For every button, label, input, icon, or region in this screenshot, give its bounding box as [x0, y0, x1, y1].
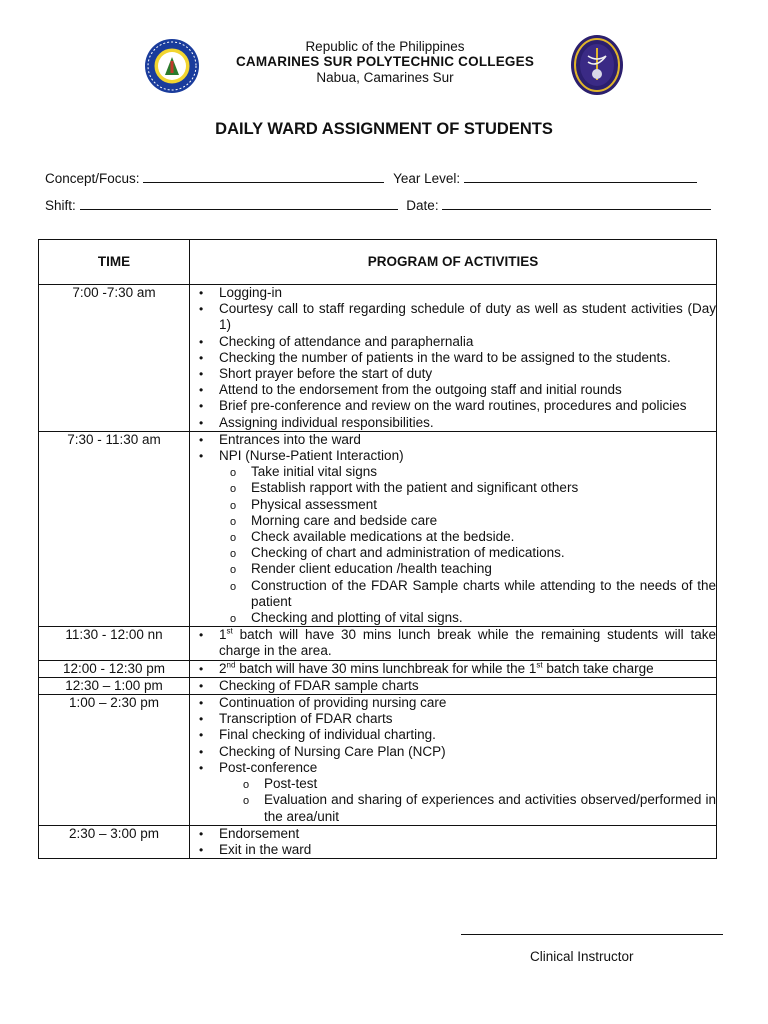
list-item: • Final checking of individual charting. [219, 727, 716, 743]
list-item: • Continuation of providing nursing care [219, 695, 716, 711]
time-cell: 12:30 – 1:00 pm [39, 677, 190, 694]
republic-line: Republic of the Philippines [305, 39, 465, 54]
date-field[interactable] [442, 197, 711, 210]
list-item [219, 661, 716, 677]
table-row [39, 660, 717, 677]
ordinal-suffix: st [536, 660, 543, 670]
sub-list-item: o Post-test [264, 776, 716, 792]
table-row [39, 285, 717, 432]
list-item: • Transcription of FDAR charts [219, 711, 716, 727]
concept-year-row [45, 170, 697, 186]
ordinal-suffix: nd [226, 660, 236, 670]
activities-cell [190, 695, 717, 826]
document-title: DAILY WARD ASSIGNMENT OF STUDENTS [215, 120, 553, 138]
list-item: • Courtesy call to staff regarding schedule of duty as well as student activities (Day 1) [219, 301, 716, 333]
activities-cell [190, 431, 717, 626]
sub-list-item: o Establish rapport with the patient and significant others [251, 480, 716, 496]
time-cell: 11:30 - 12:00 nn [39, 627, 190, 660]
time-cell: 2:30 – 3:00 pm [39, 825, 190, 858]
activities-cell [190, 660, 717, 677]
list-item: • Checking of attendance and paraphernalia [219, 334, 716, 350]
table-row [39, 695, 717, 826]
list-item: • Exit in the ward [219, 842, 716, 858]
college-name: CAMARINES SUR POLYTECHNIC COLLEGES [235, 54, 535, 69]
date-label: Date: [406, 198, 439, 213]
year-level-field[interactable] [464, 170, 697, 183]
sub-list-item: o Render client education /health teaching [251, 561, 716, 577]
time-header: TIME [39, 240, 190, 285]
list-item: • Logging-in [219, 285, 716, 301]
table-row [39, 825, 717, 858]
activities-header: PROGRAM OF ACTIVITIES [190, 240, 717, 285]
sub-list-item: o Checking of chart and administration of medications. [251, 545, 716, 561]
concept-field[interactable] [143, 170, 384, 183]
sub-list-item: o Take initial vital signs [251, 464, 716, 480]
list-item [219, 627, 716, 659]
schedule-table [38, 239, 717, 859]
table-row [39, 431, 717, 626]
shift-date-row [45, 197, 711, 213]
list-item: • Checking of FDAR sample charts [219, 678, 716, 694]
signature-line [461, 934, 723, 935]
table-row [39, 677, 717, 694]
list-item: • Attend to the endorsement from the outgoing staff and initial rounds [219, 382, 716, 398]
table-row [39, 627, 717, 660]
shift-field[interactable] [80, 197, 398, 210]
time-cell: 12:00 - 12:30 pm [39, 660, 190, 677]
list-item-text: Post-conference [219, 759, 318, 775]
list-item: • Checking the number of patients in the ward to be assigned to the students. [219, 350, 716, 366]
list-item: • Short prayer before the start of duty [219, 366, 716, 382]
time-cell: 1:00 – 2:30 pm [39, 695, 190, 826]
concept-label: Concept/Focus: [45, 171, 140, 186]
sub-list-item: o Evaluation and sharing of experiences and activities observed/performed in the area/unit [264, 792, 716, 824]
table-header-row [39, 240, 717, 285]
list-item-text: batch will have 30 mins lunch break while the remaining students will take charge in the area. [219, 627, 716, 659]
list-item [219, 760, 716, 825]
letterhead [0, 34, 768, 104]
signature-label: Clinical Instructor [530, 949, 634, 964]
shift-label: Shift: [45, 198, 76, 213]
list-item-text: batch take charge [546, 660, 654, 676]
list-item: • Assigning individual responsibilities. [219, 415, 716, 431]
list-item: • Entrances into the ward [219, 432, 716, 448]
sub-list-item: o Checking and plotting of vital signs. [251, 610, 716, 626]
list-item [219, 448, 716, 626]
college-location: Nabua, Camarines Sur [316, 70, 454, 85]
batch-number: 2 [219, 660, 227, 676]
list-item: • Endorsement [219, 826, 716, 842]
activities-cell [190, 677, 717, 694]
college-seal-icon [143, 37, 201, 95]
activities-cell [190, 285, 717, 432]
sub-list-item: o Check available medications at the bedside. [251, 529, 716, 545]
time-cell: 7:00 -7:30 am [39, 285, 190, 432]
list-item: • Brief pre-conference and review on the ward routines, procedures and policies [219, 398, 716, 414]
time-cell: 7:30 - 11:30 am [39, 431, 190, 626]
list-item: • Checking of Nursing Care Plan (NCP) [219, 744, 716, 760]
ordinal-suffix: st [226, 626, 233, 636]
list-item-text: NPI (Nurse-Patient Interaction) [219, 448, 404, 464]
activities-cell [190, 825, 717, 858]
list-item-text: batch will have 30 mins lunchbreak for while the 1 [239, 660, 537, 676]
batch-number: 1 [219, 627, 227, 643]
activities-cell [190, 627, 717, 660]
sub-list-item: o Physical assessment [251, 497, 716, 513]
sub-list-item: o Morning care and bedside care [251, 513, 716, 529]
sub-list-item: o Construction of the FDAR Sample charts while attending to the needs of the patient [251, 578, 716, 610]
nursing-seal-icon [570, 34, 624, 96]
year-level-label: Year Level: [393, 171, 461, 186]
